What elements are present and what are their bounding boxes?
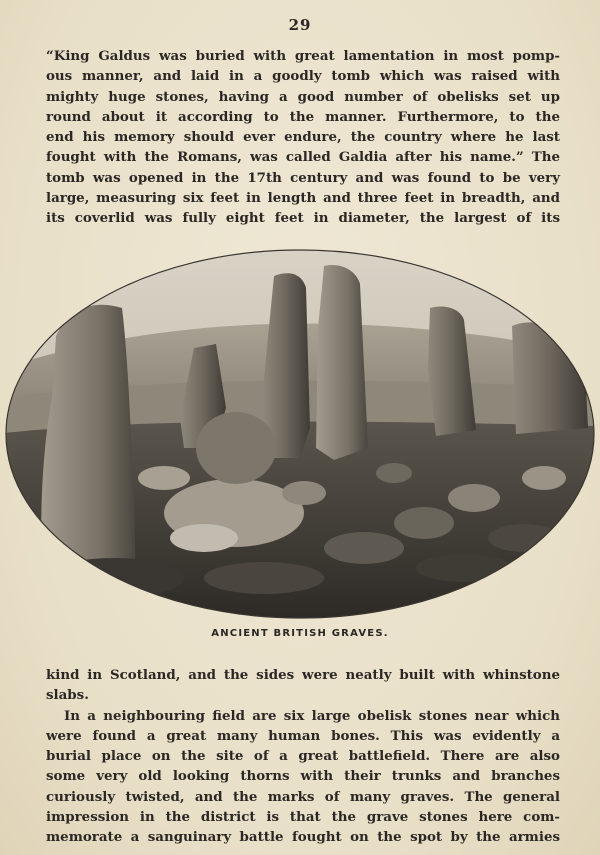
text-line: its coverlid was fully eight feet in diameter, the largest of its	[46, 210, 560, 227]
text-line: In a neighbouring field are six large obelisk stones near which	[64, 707, 560, 724]
text-line: fought with the Romans, was called Galdia after his name.” The	[46, 149, 560, 166]
text-line: slabs.	[46, 687, 89, 704]
text-line: ous manner, and laid in a goodly tomb which was raised with	[46, 68, 560, 85]
text-line: impression in the district is that the grave stones here com-	[46, 809, 560, 826]
text-line: large, measuring six feet in length and three feet in breadth, and	[46, 190, 560, 207]
text-line: curiously twisted, and the marks of many graves. The general	[46, 788, 560, 805]
text-line: tomb was opened in the 17th century and was found to be very	[46, 169, 560, 186]
text-line: were found a great many human bones. This was evidently a	[46, 727, 560, 744]
text-line: burial place on the site of a great battlefield. There are also	[46, 748, 560, 765]
standing-stones-photograph	[4, 248, 596, 620]
top-paragraph	[46, 46, 560, 229]
text-line: memorate a sanguinary battle fought on the spot by the armies	[46, 829, 560, 846]
text-line: “King Galdus was buried with great lamentation in most pomp-	[46, 48, 560, 64]
text-line: kind in Scotland, and the sides were neatly built with whinstone	[46, 667, 560, 683]
page-number: 29	[288, 16, 312, 34]
figure-caption: ANCIENT BRITISH GRAVES.	[211, 628, 389, 639]
text-line: round about it according to the manner. Furthermore, to the	[46, 108, 560, 125]
bottom-text	[46, 665, 560, 848]
text-line: some very old looking thorns with their trunks and branches	[46, 768, 560, 785]
text-line: mighty huge stones, having a good number of obelisks set up	[46, 88, 560, 105]
text-line: end his memory should ever endure, the country where he last	[46, 129, 560, 146]
